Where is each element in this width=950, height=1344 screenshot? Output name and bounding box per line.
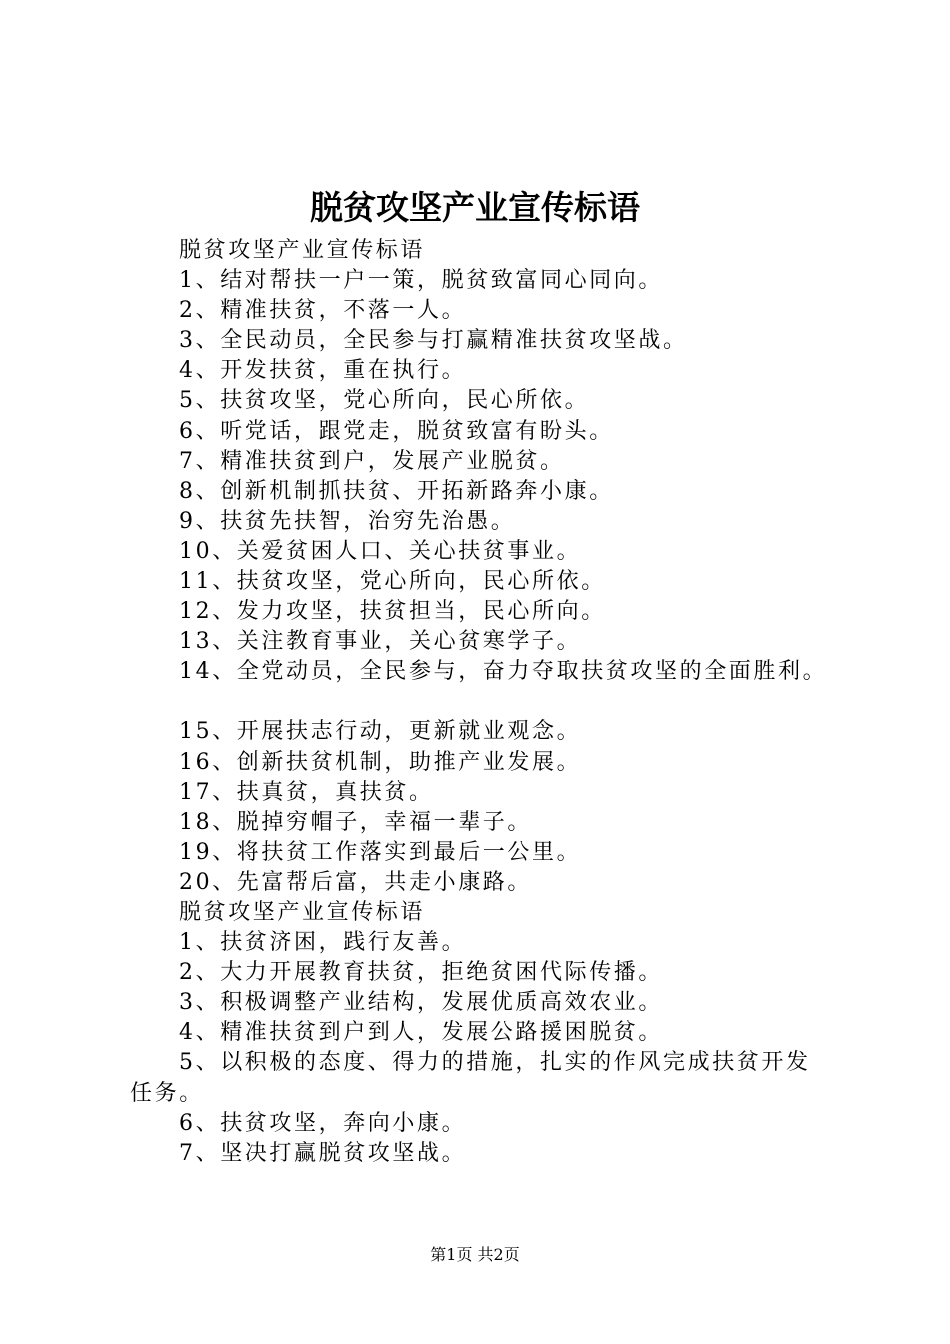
document-title: 脱贫攻坚产业宣传标语 [310,188,640,227]
paragraph: 9、扶贫先扶智，治穷先治愚。 [179,508,516,534]
paragraph: 11、扶贫攻坚，党心所向，民心所依。 [179,569,606,595]
paragraph: 20、先富帮后富，共走小康路。 [179,869,532,895]
paragraph: 6、扶贫攻坚，奔向小康。 [179,1110,467,1136]
page-footer: 第1页 共2页 [430,1245,520,1264]
paragraph: 5、以积极的态度、得力的措施，扎实的作风完成扶贫开发任务。 [130,1050,811,1106]
paragraph: 13、关注教育事业，关心贫寒学子。 [179,629,582,655]
paragraph: 18、脱掉穷帽子，幸福一辈子。 [179,809,532,835]
paragraph: 19、将扶贫工作落实到最后一公里。 [179,839,582,865]
paragraph: 15、开展扶志行动，更新就业观念。 [179,719,582,745]
paragraph: 4、精准扶贫到户到人，发展公路援困脱贫。 [179,1020,663,1046]
paragraph: 2、精准扶贫，不落一人。 [179,298,467,324]
paragraph: 10、关爱贫困人口、关心扶贫事业。 [179,538,582,564]
paragraph: 1、扶贫济困，践行友善。 [179,930,467,956]
paragraph: 2、大力开展教育扶贫，拒绝贫困代际传播。 [179,960,663,986]
paragraph: 6、听党话，跟党走，脱贫致富有盼头。 [179,418,614,444]
document-body [130,236,855,1169]
paragraph: 3、积极调整产业结构，发展优质高效农业。 [179,990,663,1016]
paragraph: 4、开发扶贫，重在执行。 [179,358,467,384]
paragraph: 8、创新机制抓扶贫、开拓新路奔小康。 [179,478,614,504]
paragraph: 14、全党动员，全民参与，奋力夺取扶贫攻坚的全面胜利。 [179,659,828,685]
paragraph: 脱贫攻坚产业宣传标语 [179,899,426,925]
paragraph: 3、全民动员，全民参与打赢精准扶贫攻坚战。 [179,328,688,354]
paragraph: 12、发力攻坚，扶贫担当，民心所向。 [179,599,606,625]
paragraph: 17、扶真贫，真扶贫。 [179,779,434,805]
paragraph: 脱贫攻坚产业宣传标语 [179,238,426,263]
paragraph: 5、扶贫攻坚，党心所向，民心所依。 [179,388,590,414]
paragraph: 1、结对帮扶一户一策，脱贫致富同心同向。 [179,268,663,294]
paragraph: 7、坚决打赢脱贫攻坚战。 [179,1140,467,1166]
paragraph: 7、精准扶贫到户，发展产业脱贫。 [179,448,565,474]
paragraph: 16、创新扶贫机制，助推产业发展。 [179,749,582,775]
